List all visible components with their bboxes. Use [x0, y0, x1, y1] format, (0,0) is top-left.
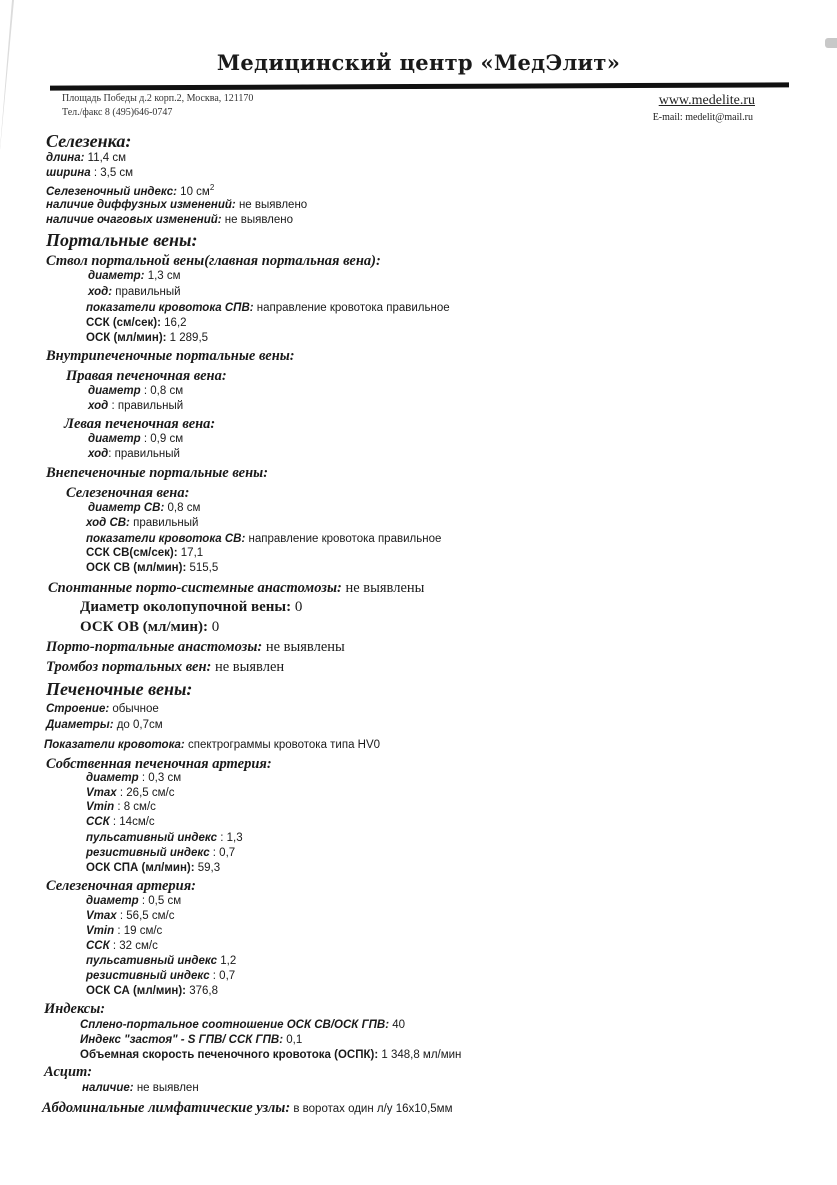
clinic-phone: Тел./факс 8 (495)646-0747: [62, 107, 173, 118]
extrahepatic-heading: Внепеченочные портальные вены:: [46, 465, 269, 481]
splenic-artery-heading: Селезеночная артерия:: [46, 878, 196, 894]
hepatic-artery-heading: Собственная печеночная артерия:: [46, 756, 272, 772]
portal-thrombosis-row: Тромбоз портальных вен: не выявлен: [46, 659, 285, 675]
left-vein-diameter-row: диаметр : 0,9 см: [88, 433, 184, 445]
sv-osk-row: ОСК СВ (мл/мин): 515,5: [86, 562, 219, 574]
spleen-heading: Селезенка:: [46, 131, 132, 151]
clinic-address-block: [62, 92, 253, 120]
sv-course-row: ход СВ: правильный: [86, 517, 199, 529]
congestion-index-row: Индекс "застоя" - S ГПВ/ ССК ГПВ: 0,1: [80, 1034, 303, 1046]
hepatic-veins-heading: Печеночные вены:: [46, 679, 193, 699]
spleen-focal-row: наличие очаговых изменений: не выявлено: [46, 214, 294, 226]
hepatic-diameters-row: Диаметры: до 0,7см: [46, 719, 163, 731]
spontaneous-anastomoses-row: Спонтанные порто-системные анастомозы: не выявлены: [48, 580, 425, 596]
clinic-title: Медицинский центр «МедЭлит»: [216, 50, 621, 75]
sa-pi-row: пульсативный индекс 1,2: [86, 955, 237, 967]
splenic-vein-heading: Селезеночная вена:: [66, 485, 190, 501]
sa-osk-row: ОСК СА (мл/мин): 376,8: [86, 985, 218, 997]
portoportal-anastomoses-row: Порто-портальные анастомозы: не выявлены: [46, 639, 345, 655]
trunk-course-row: ход: правильный: [88, 286, 181, 298]
ha-vmax-row: Vmax : 26,5 см/с: [86, 787, 175, 799]
clinic-address: Площадь Победы д.2 корп.2, Москва, 121170: [62, 93, 254, 104]
left-vein-course-row: ход: правильный: [88, 448, 180, 460]
ha-diameter-row: диаметр : 0,3 см: [86, 772, 182, 784]
scan-clip-mark: [825, 38, 837, 48]
ha-vmin-row: Vmin : 8 см/с: [86, 801, 156, 813]
portal-heading: Портальные вены:: [46, 230, 198, 250]
spleen-diffuse-row: наличие диффузных изменений: не выявлено: [46, 199, 308, 211]
left-vein-heading: Левая печеночная вена:: [64, 416, 216, 432]
trunk-flow-row: показатели кровотока СПВ: направление кровотока правильное: [86, 302, 450, 314]
hepatic-flow-row: Показатели кровотока: спектрограммы кровотока типа HV0: [44, 739, 381, 751]
clinic-website[interactable]: www.medelite.ru: [658, 93, 755, 108]
clinic-email: E-mail: medelit@mail.ru: [652, 112, 753, 123]
intrahepatic-heading: Внутрипеченочные портальные вены:: [46, 348, 295, 364]
sa-ssk-row: ССК : 32 см/с: [86, 940, 158, 952]
ascites-heading: Асцит:: [44, 1064, 93, 1080]
spleen-index-row: Селезеночный индекс: 10 $см^2$: [46, 183, 215, 198]
trunk-ssk-row: ССК (см/сек): 16,2: [86, 317, 187, 329]
portal-trunk-heading: Ствол портальной вены(главная портальная вена):: [46, 253, 381, 269]
sa-vmax-row: Vmax : 56,5 см/с: [86, 910, 175, 922]
sv-diameter-row: диаметр СВ: 0,8 см: [88, 502, 201, 514]
hepatic-flow-volume-row: Объемная скорость печеночного кровотока (ОСПК): 1 348,8 мл/мин: [80, 1049, 462, 1061]
hepatic-structure-row: Строение: обычное: [46, 703, 159, 715]
osk-ov-row: ОСК ОВ (мл/мин): 0: [80, 619, 220, 635]
right-vein-heading: Правая печеночная вена:: [66, 368, 227, 384]
ha-osk-row: ОСК СПА (мл/мин): 59,3: [86, 862, 221, 874]
sv-flow-row: показатели кровотока СВ: направление кровотока правильное: [86, 533, 442, 545]
trunk-osk-row: ОСК (мл/мин): 1 289,5: [86, 332, 209, 344]
sa-vmin-row: Vmin : 19 см/с: [86, 925, 163, 937]
ha-pi-row: пульсативный индекс : 1,3: [86, 832, 243, 844]
ha-ssk-row: ССК : 14см/с: [86, 816, 155, 828]
spleen-width-row: ширина : 3,5 см: [46, 167, 134, 179]
splenoportal-ratio-row: Сплено-портальное соотношение ОСК СВ/ОСК ГПВ: 40: [80, 1019, 406, 1031]
trunk-diameter-row: диаметр: 1,3 см: [88, 270, 181, 282]
sa-ri-row: резистивный индекс : 0,7: [86, 970, 236, 982]
right-vein-course-row: ход : правильный: [88, 400, 184, 412]
lymph-nodes-row: Абдоминальные лимфатические узлы: в воротах один л/у 16x10,5мм: [42, 1100, 453, 1116]
header-rule: [50, 82, 789, 90]
spleen-length-row: длина: 11,4 см: [46, 152, 127, 164]
sv-ssk-row: ССК СВ(см/сек): 17,1: [86, 547, 204, 559]
ascites-presence-row: наличие: не выявлен: [82, 1082, 199, 1094]
ha-ri-row: резистивный индекс : 0,7: [86, 847, 236, 859]
indices-heading: Индексы:: [44, 1001, 106, 1017]
right-vein-diameter-row: диаметр : 0,8 см: [88, 385, 184, 397]
paraumbilical-diameter-row: Диаметр околопупочной вены: 0: [80, 599, 303, 615]
sa-diameter-row: диаметр : 0,5 см: [86, 895, 182, 907]
